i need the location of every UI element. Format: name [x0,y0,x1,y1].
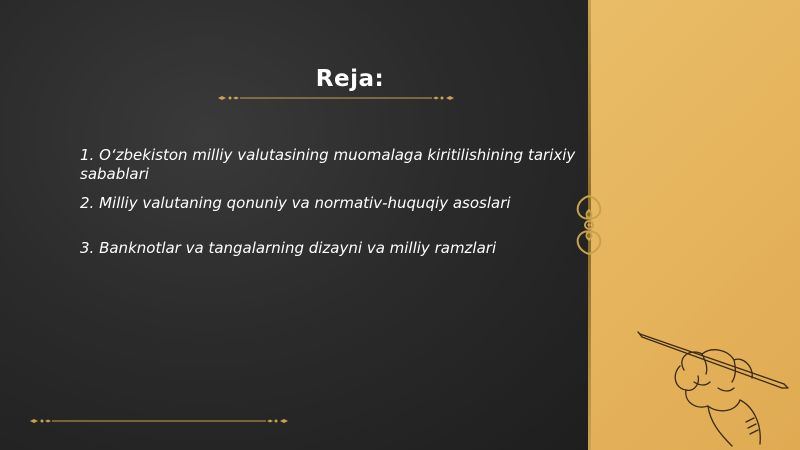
agenda-item-2: 2. Milliy valutaning qonuniy va normativ-huquqiy asoslari [80,194,511,212]
hand-writing-pen-icon [636,326,796,450]
agenda-list [80,146,580,258]
agenda-item-3: 3. Banknotlar va tangalarning dizayni va milliy ramzlari [80,239,497,257]
slide-title: Reja: [315,66,385,92]
ornamental-rule-icon [216,94,456,102]
swirl-ornament-icon [564,190,614,264]
agenda-item-1: 1. O‘zbekiston milliy valutasining muomalaga kiritilishining tarixiy sabablari [80,146,576,183]
ornamental-rule-icon [28,417,290,425]
